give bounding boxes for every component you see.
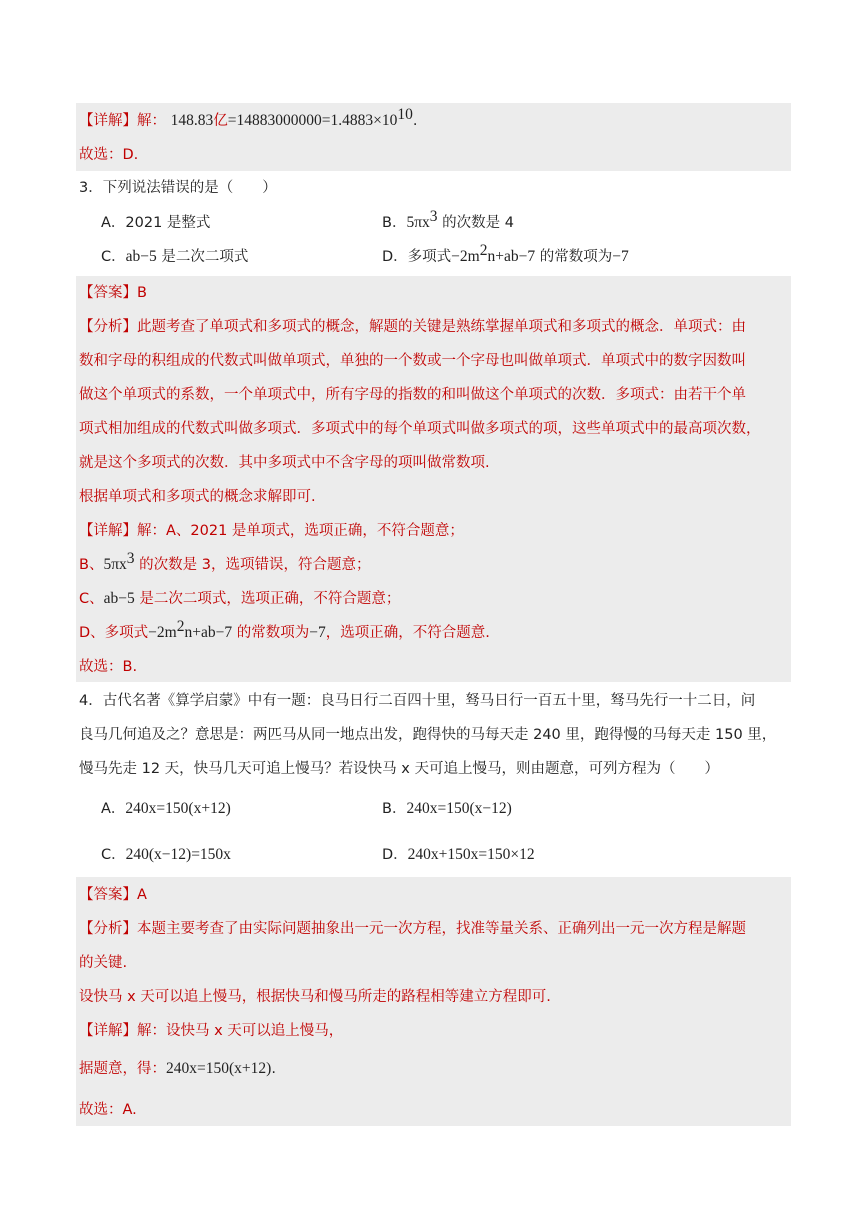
q3-analysis-line-1: 【分析】此题考查了单项式和多项式的概念，解题的关键是熟练掌握单项式和多项式的概念．单项式：由: [79, 319, 746, 335]
q3-analysis-line-4: 项式相加组成的代数式叫做多项式．多项式中的每个单项式叫做多项式的项，这些单项式中的最高项次数，: [79, 421, 761, 437]
q3-detail-d: [79, 618, 490, 643]
q4-detail-2: [79, 1059, 276, 1079]
q3-analysis-line-3: 做这个单项式的系数，一个单项式中，所有字母的指数的和叫做这个单项式的次数．多项式：由若干个单: [79, 387, 746, 403]
q4-stem-line-2: 良马几何追及之？意思是：两匹马从同一地点出发，跑得快的马每天走 240 里，跑得慢的马每天走 150 里，: [79, 727, 777, 743]
q3-detail-a: 【详解】解：A、2021 是单项式，选项正确，不符合题意；: [79, 523, 464, 539]
q2-conclusion: 故选：D.: [79, 147, 139, 163]
q3-option-c-label: C．: [101, 249, 126, 265]
q3-option-c-text: 是二次二项式: [156, 249, 249, 265]
q4-option-d: [382, 845, 535, 865]
q3-analysis-line-5: 就是这个多项式的次数．其中多项式中不含字母的项叫做常数项.: [79, 455, 490, 471]
q2-detail-exp: 10: [397, 106, 413, 123]
q4-option-a-label: A．: [101, 801, 126, 817]
q3-option-d-text: 的常数项为: [535, 249, 613, 265]
q3-analysis-line-2: 数和字母的积组成的代数式叫做单项式，单独的一个数或一个字母也叫做单项式．单项式中的数字因数叫: [79, 353, 746, 369]
q2-detail-end: .: [412, 113, 418, 129]
q3-option-b-math: 5πx: [406, 214, 430, 231]
q3-option-d-math-a: −2m: [451, 248, 480, 265]
q3-detail-b-math: 5πx: [103, 556, 127, 573]
q3-detail-d-math-a: −2m: [148, 624, 177, 641]
q3-detail-d-math-b: n+ab−7: [184, 624, 233, 641]
q3-stem: 3．下列说法错误的是（ ）: [79, 180, 277, 196]
q3-detail-b-label: B、: [79, 557, 104, 573]
q4-stem-line-3: 慢马先走 12 天，快马几天可追上慢马？若设快马 x 天可追上慢马，则由题意，可列方程为（ ）: [79, 761, 719, 777]
q3-detail-c: [79, 589, 400, 609]
q3-detail-c-text: 是二次二项式，选项正确，不符合题意；: [134, 591, 401, 607]
q3-detail-d-text: 的常数项为: [232, 625, 310, 641]
q3-conclusion: 故选：B.: [79, 659, 138, 675]
q4-option-c-label: C．: [101, 847, 126, 863]
q3-option-b-exp: 3: [429, 208, 438, 225]
q4-option-c: [101, 845, 231, 865]
q2-detail-yi: 亿: [213, 113, 228, 129]
q4-detail-2-math: 240x=150(x+12): [166, 1060, 272, 1077]
q2-detail-math-a: 148.83: [170, 112, 214, 129]
q3-option-c-math: ab−5: [125, 248, 157, 265]
q4-method: 设快马 x 天可以追上慢马，根据快马和慢马所走的路程相等建立方程即可.: [79, 989, 551, 1005]
q3-option-d-exp: 2: [479, 242, 488, 259]
q4-detail-2-text: 据题意，得：: [79, 1061, 166, 1077]
q4-option-d-math: 240x+150x=150×12: [407, 846, 535, 863]
q3-detail-b: [79, 550, 371, 575]
q4-option-b-math: 240x=150(x−12): [406, 800, 512, 817]
q4-analysis-line-1: 【分析】本题主要考查了由实际问题抽象出一元一次方程，找准等量关系、正确列出一元一次方程是解题: [79, 921, 746, 937]
q3-detail-c-label: C、: [79, 591, 104, 607]
q4-option-c-math: 240(x−12)=150x: [125, 846, 231, 863]
q3-detail-c-math: ab−5: [103, 590, 135, 607]
q3-option-b-text: 的次数是 4: [437, 215, 514, 231]
q4-stem-line-1: 4．古代名著《算学启蒙》中有一题：良马日行二百四十里，驽马日行一百五十里，驽马先行一十二日，问: [79, 693, 756, 709]
q3-detail-d-math-c: −7: [309, 624, 326, 641]
q4-detail-1: 【详解】解：设快马 x 天可以追上慢马，: [79, 1023, 344, 1039]
q2-detail-text: 解：: [137, 113, 166, 129]
q2-detail-tag: 【详解】: [79, 113, 137, 129]
q3-option-a: A．2021 是整式: [101, 215, 211, 231]
q2-detail-line: [79, 106, 418, 131]
q4-answer: 【答案】A: [79, 887, 147, 903]
q3-option-d-label: D．多项式: [382, 249, 452, 265]
q4-option-a: [101, 799, 231, 819]
q3-answer: 【答案】B: [79, 285, 147, 301]
q3-detail-d-exp: 2: [176, 618, 185, 635]
q3-option-d-math-c: −7: [612, 248, 629, 265]
q3-option-b: [382, 208, 514, 233]
q4-conclusion: 故选：A.: [79, 1102, 137, 1118]
q4-detail-2-end: .: [271, 1061, 276, 1077]
q3-option-d-math-b: n+ab−7: [487, 248, 536, 265]
q3-method: 根据单项式和多项式的概念求解即可.: [79, 489, 316, 505]
q4-option-b: [382, 799, 512, 819]
q2-detail-math-b: =14883000000=1.4883×10: [227, 112, 398, 129]
q4-option-b-label: B．: [382, 801, 407, 817]
q3-option-b-label: B．: [382, 215, 407, 231]
q4-analysis-line-2: 的关键.: [79, 955, 128, 971]
q3-detail-b-exp: 3: [126, 550, 135, 567]
q4-option-d-label: D．: [382, 847, 408, 863]
q3-option-c: [101, 247, 248, 267]
q4-option-a-math: 240x=150(x+12): [125, 800, 231, 817]
q3-detail-b-text: 的次数是 3，选项错误，符合题意；: [134, 557, 371, 573]
q3-detail-d-end: ，选项正确，不符合题意.: [325, 625, 490, 641]
q3-option-d: [382, 242, 629, 267]
q3-detail-d-label: D、多项式: [79, 625, 149, 641]
